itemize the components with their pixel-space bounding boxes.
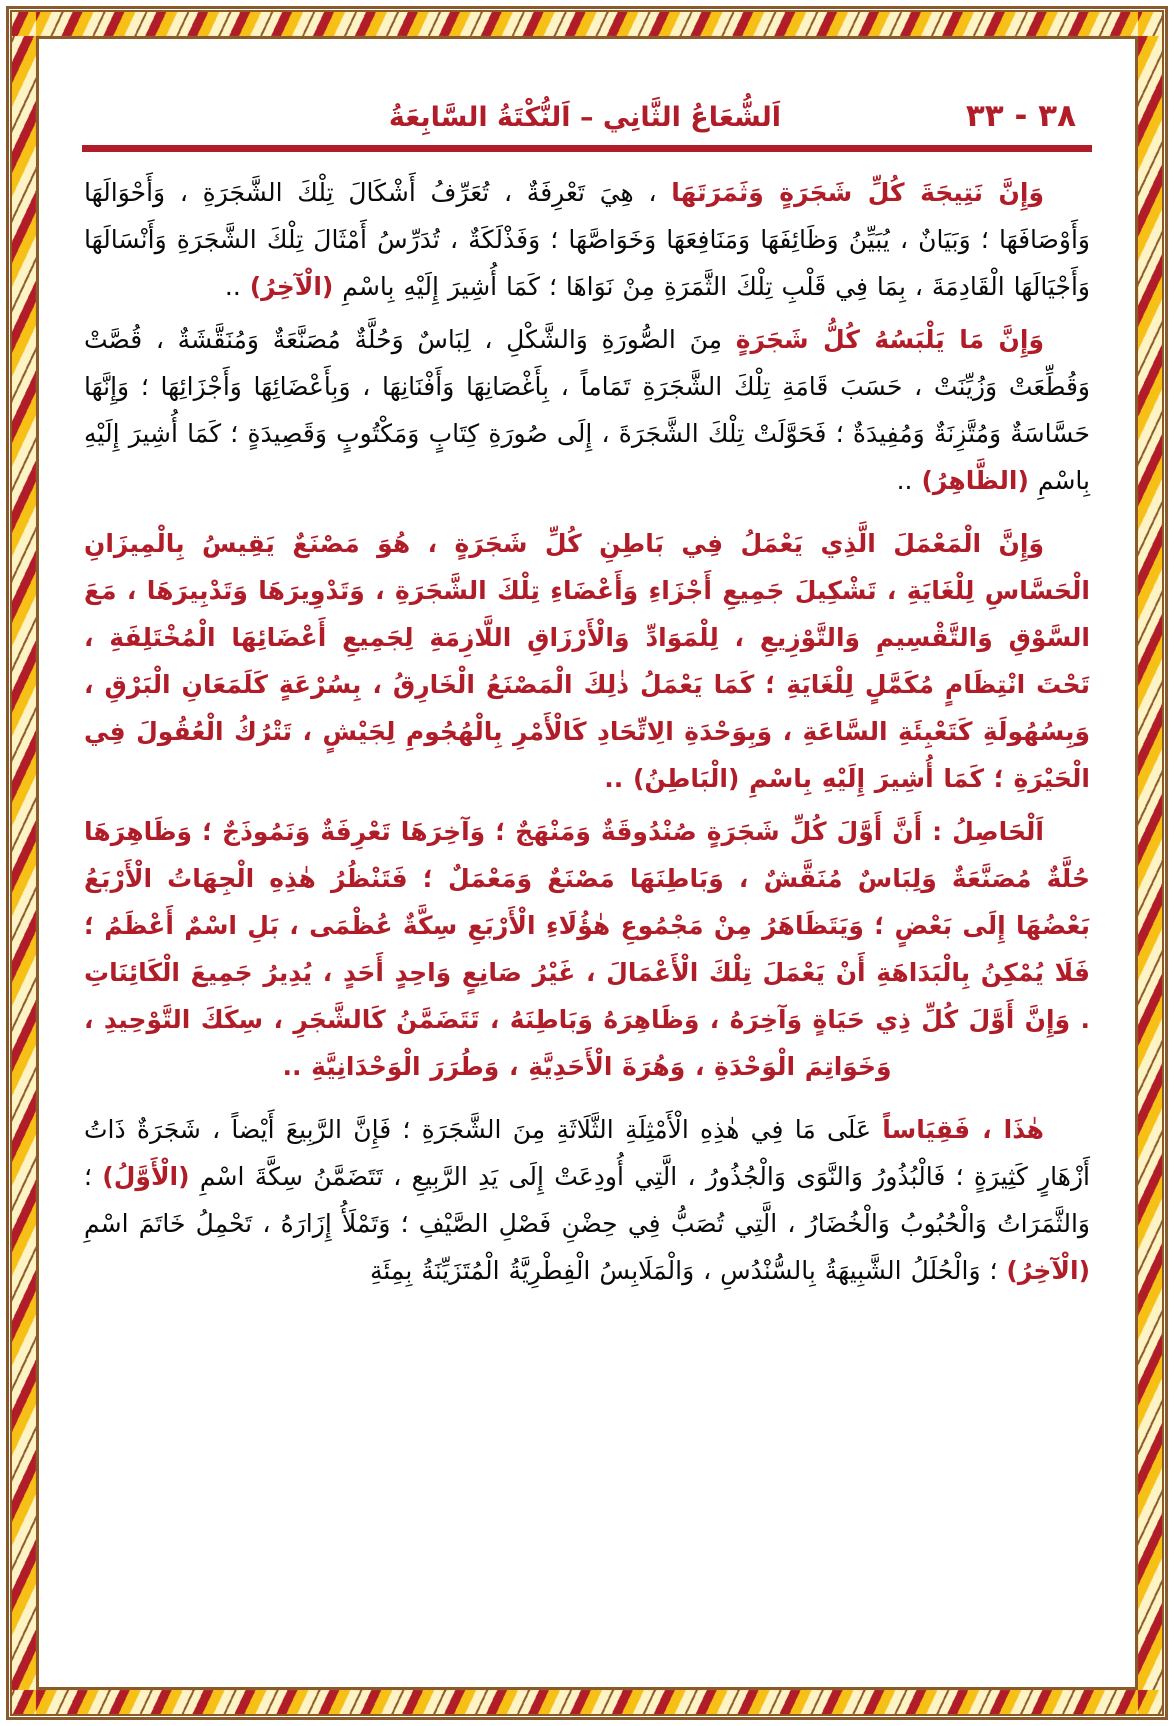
text-run-highlight: وَإِنَّ الْمَعْمَلَ الَّذِي يَعْمَلُ فِي بَاطِنِ كُلِّ شَجَرَةٍ ، هُوَ مَصْنَعٌ يَقِيسُ بِالْمِيزَانِ الْحَسَّاسِ لِلْغَايَةِ ، تَشْكِيلَ جَمِيعِ أَجْزَاءِ وَأَعْضَاءِ تِلْكَ الشَّجَرَةِ ، وَتَدْوِيرَهَا وَتَدْبِيرَهَا ، مَعَ السَّوْقِ وَالتَّقْسِيمِ وَالتَّوْزِيعِ ، لِلْمَوَادِّ وَالْأَرْزَاقِ اللَّازِمَةِ لِجَمِيعِ أَعْضَائِهَا الْمُخْتَلِفَةِ ، تَحْتَ انْتِظَامٍ مُكَمَّلٍ لِلْغَايَةِ ؛ كَمَا يَعْمَلُ ذٰلِكَ الْمَصْنَعُ الْخَارِقُ ، بِسُرْعَةٍ كَلَمَعَانِ الْبَرْقِ ، وَبِسُهُولَةِ كَتَعْبِئَةِ السَّاعَةِ ، وَبِوَحْدَةِ الِاتِّحَادِ كَالْأَمْرِ بِالْهُجُومِ لِجَيْشٍ ، تَتْرُكُ الْعُقُولَ فِي الْحَيْرَةِ ؛ كَمَا أُشِيرَ إِلَيْهِ بِاسْمِ (الْبَاطِنُ) ..	[84, 529, 1090, 793]
text-run-highlight: (الْآخِرُ)	[1006, 1256, 1090, 1285]
page-number: ٣٨ - ٣٣	[965, 98, 1076, 134]
text-run-highlight: اَلْحَاصِلُ : أَنَّ أَوَّلَ كُلِّ شَجَرَةٍ صُنْدُوقَةٌ وَمَنْهَجٌ ؛ وَآخِرَهَا تَعْرِفَةٌ وَنَمُوذَجٌ ؛ وَظَاهِرَهَا حُلَّةٌ مُصَنَّعَةٌ وَلِبَاسٌ مُنَقَّشٌ ، وَبَاطِنَهَا مَصْنَعٌ وَمَعْمَلٌ ؛ فَتَنْظُرُ هٰذِهِ الْجِهَاتُ الْأَرْبَعُ بَعْضُهَا إِلَى بَعْضٍ ؛ وَيَتَظَاهَرُ مِنْ مَجْمُوعِ هٰؤُلَاءِ الْأَرْبَعِ سِكَّةٌ عُظْمَى ، بَلِ اسْمٌ أَعْظَمُ ؛ فَلَا يُمْكِنُ بِالْبَدَاهَةِ أَنْ يَعْمَلَ تِلْكَ الْأَعْمَالَ ، غَيْرُ صَانِعٍ وَاحِدٍ أَحَدٍ ، يُدِيرُ جَمِيعَ الْكَائِنَاتِ . وَإِنَّ أَوَّلَ كُلِّ ذِي حَيَاةٍ وَآخِرَهُ ، وَظَاهِرَهُ وَبَاطِنَهُ ، تَتَضَمَّنُ كَالشَّجَرِ ، سِكَكَ التَّوْحِيدِ ، وَخَوَاتِمَ الْوَحْدَةِ ، وَهُرَةَ الْأَحَدِيَّةِ ، وَطُرَرَ الْوَحْدَانِيَّةِ ..	[84, 817, 1090, 1081]
paragraph-3	[84, 520, 1090, 802]
header-divider-rule	[82, 144, 1092, 155]
text-run: ؛ وَالْحُلَلُ الشَّبِيهَةُ بِالسُّنْدُسِ ، وَالْمَلَابِسُ الْفِطْرِيَّةُ الْمُتَزَيِّنَةُ بِمِئَةِ	[369, 1256, 1007, 1285]
text-run-highlight: وَإِنَّ مَا يَلْبَسُهُ كُلُّ شَجَرَةٍ	[735, 325, 1044, 354]
text-run: ..	[896, 466, 922, 495]
body-text-container	[78, 155, 1096, 1294]
text-run-highlight: (الظَّاهِرُ)	[921, 466, 1029, 495]
page-content	[52, 52, 1122, 1674]
text-run: عَلَى مَا فِي هٰذِهِ الْأَمْثِلَةِ الثَّلَاثَةِ مِنَ الشَّجَرَةِ ؛ فَإِنَّ الرَّبِيعَ أَيْضاً ، شَجَرَةٌ ذَاتُ أَزْهَارٍ كَثِيرَةٍ ؛ فَالْبُذُورُ وَالنَّوَى وَالْجُذُورُ ، الَّتِي أُودِعَتْ إِلَى يَدِ الرَّبِيعِ ، تَتَضَمَّنُ سِكَّةَ اسْمِ	[84, 1115, 1090, 1191]
text-run-highlight: (الْآخِرُ)	[249, 272, 334, 301]
text-run-highlight: (الْأَوَّلُ)	[102, 1162, 190, 1191]
text-run: ..	[224, 272, 250, 301]
text-run: ، هِيَ تَعْرِفَةٌ ، تُعَرِّفُ أَشْكَالَ تِلْكَ الشَّجَرَةِ ، وَأَحْوَالَهَا وَأَوْصَافَهَا ؛ وَبَيَانٌ ، يُبَيِّنُ وَظَائِفَهَا وَمَنَافِعَهَا وَخَوَاصَّهَا ؛ وَفَذْلَكَةٌ ، تُدَرِّسُ أَمْثَالَ تِلْكَ الشَّجَرَةِ وَأَنْسَالَهَا وَأَجْيَالَهَا الْقَادِمَةَ ، بِمَا فِي قَلْبِ تِلْكَ الثَّمَرَةِ مِنْ نَوَاهَا ؛ كَمَا أُشِيرَ إِلَيْهِ بِاسْمِ	[84, 178, 1090, 301]
text-run: مِنَ الصُّورَةِ وَالشَّكْلِ ، لِبَاسٌ وَحُلَّةٌ مُصَنَّعَةٌ وَمُنَقَّشَةٌ ، قُصَّتْ وَقُطِّعَتْ وَزُيِّنَتْ ، حَسَبَ قَامَةِ تِلْكَ الشَّجَرَةِ تَمَاماً ، بِأَغْصَانِهَا وَأَفْنَانِهَا ، وَبِأَعْضَائِهَا وَأَجْزَائِهَا ؛ وَإِنَّهَا حَسَّاسَةٌ وَمُتَّزِنَةٌ وَمُفِيدَةٌ ؛ فَحَوَّلَتْ تِلْكَ الشَّجَرَةَ ، إِلَى صُورَةِ كِتَابٍ وَمَكْتُوبٍ وَقَصِيدَةٍ ؛ كَمَا أُشِيرَ إِلَيْهِ بِاسْمِ	[84, 325, 1090, 495]
paragraph-4	[84, 808, 1090, 1090]
paragraph-2	[84, 316, 1090, 504]
page-header	[78, 70, 1096, 132]
paragraph-spacer	[84, 1096, 1090, 1106]
paragraph-spacer	[84, 510, 1090, 520]
page-title: اَلشُّعَاعُ الثَّانِي – اَلنُّكْتَةُ السَّابِعَةُ	[388, 102, 781, 133]
text-run: ؛ وَالثَّمَرَاتُ وَالْحُبُوبُ وَالْخُضَارُ ، الَّتِي تُصَبُّ فِي حِضْنِ فَصْلِ الصَّيْفِ ؛ وَتَمْلَأُ إِزَارَهُ ، تَحْمِلُ خَاتَمَ اسْمِ	[84, 1162, 1090, 1238]
paragraph-1	[84, 169, 1090, 310]
text-run-highlight: وَإِنَّ نَتِيجَةَ كُلِّ شَجَرَةٍ وَثَمَرَتَهَا	[671, 178, 1044, 207]
paragraph-5	[84, 1106, 1090, 1294]
text-run-highlight: هٰذَا ، فَقِيَاساً	[882, 1115, 1044, 1144]
